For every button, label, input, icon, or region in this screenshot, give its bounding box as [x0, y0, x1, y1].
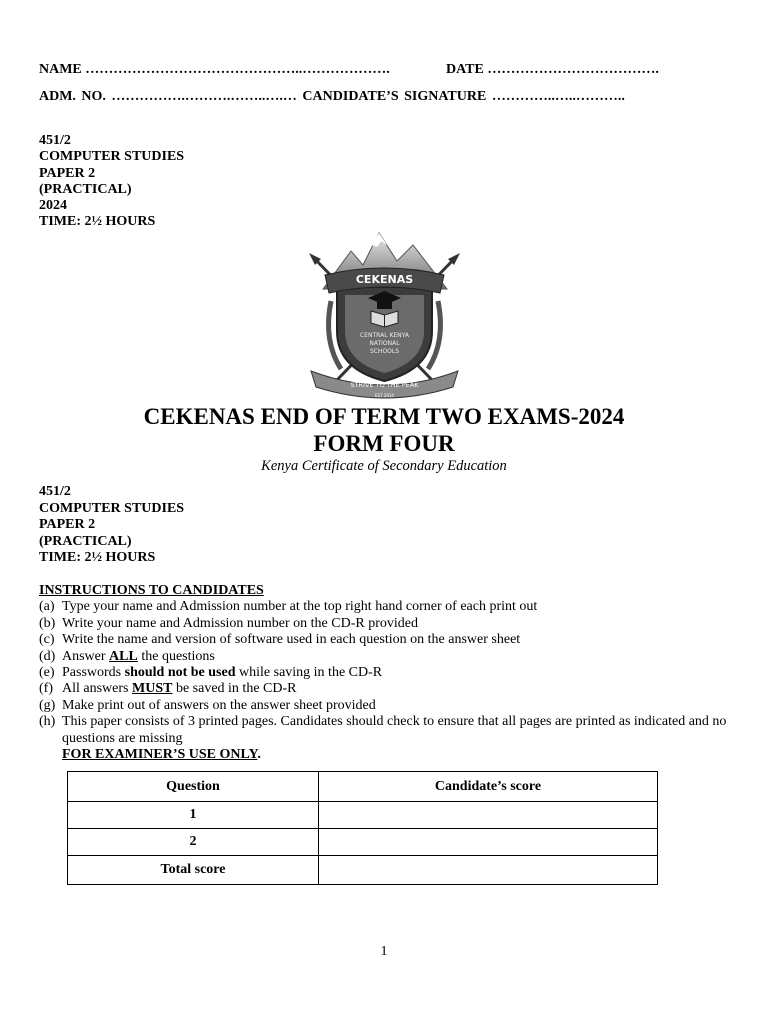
time-allowed: TIME: 2½ HOURS — [39, 214, 156, 230]
shield-text-line-3: SCHOOLS — [369, 348, 400, 355]
year: 2024 — [39, 198, 67, 214]
instruction-item — [39, 698, 729, 714]
instruction-label: (b) — [39, 615, 56, 631]
banner-text: CEKENAS — [355, 273, 414, 286]
instruction-label: (d) — [39, 648, 56, 664]
instruction-emphasis: should not be used — [124, 665, 236, 681]
instruction-label: (f) — [39, 681, 53, 697]
paper-type: (PRACTICAL) — [39, 181, 132, 197]
instruction-pre: Passwords — [62, 665, 125, 681]
crest-svg — [301, 231, 468, 401]
motto-text: STRIVE TO THE PEAK — [350, 381, 419, 389]
question-cell: 2 — [68, 829, 319, 856]
instruction-item — [39, 649, 729, 665]
exam-subtitle: Kenya Certificate of Secondary Education — [261, 458, 507, 474]
paper-number: PAPER 2 — [39, 165, 96, 181]
instruction-text: Make print out of answers on the answer sheet provided — [62, 697, 376, 713]
paper-info-block-2 — [39, 484, 184, 567]
instructions-heading: INSTRUCTIONS TO CANDIDATES — [39, 583, 264, 598]
name-field-line: NAME ………………………………………..………………. — [39, 62, 390, 77]
table-row — [68, 829, 658, 856]
examiner-use-period: . — [257, 747, 261, 763]
subject-2: COMPUTER STUDIES — [39, 500, 185, 516]
time-allowed-2: TIME: 2½ HOURS — [39, 550, 156, 566]
instructions-section — [39, 583, 729, 763]
instruction-post: while saving in the CD-R — [235, 665, 383, 681]
table-header-row — [68, 772, 658, 802]
instruction-label: (h) — [39, 714, 56, 730]
instruction-label: (g) — [39, 697, 56, 713]
examiner-score-table — [67, 771, 658, 885]
est-text: EST 2014 — [375, 393, 394, 398]
instruction-label: (c) — [39, 632, 55, 648]
instruction-text — [62, 681, 729, 697]
header-candidate-score: Candidate’s score — [319, 772, 658, 802]
instruction-pre: All answers — [62, 681, 132, 697]
adm-signature-line: ADM. NO. …………….……….……..….… CANDIDATE’S SIGNATURE …………..…..……….. — [39, 89, 625, 104]
examiner-use-text: FOR EXAMINER’S USE ONLY — [62, 747, 258, 763]
subject: COMPUTER STUDIES — [39, 149, 185, 165]
instruction-pre: Answer — [62, 648, 110, 664]
paper-number-2: PAPER 2 — [39, 517, 96, 533]
exam-title: CEKENAS END OF TERM TWO EXAMS-2024 — [143, 404, 625, 429]
question-cell: 1 — [68, 802, 319, 829]
date-field-line: DATE ………………………………. — [446, 62, 659, 77]
instruction-text: This paper consists of 3 printed pages. Candidates should check to ensure that all pages are printed as indicated and no questions are missing — [62, 714, 727, 746]
examiner-use-label — [39, 747, 729, 763]
paper-code: 451/2 — [39, 133, 71, 148]
score-cell[interactable] — [319, 802, 658, 829]
paper-type-2: (PRACTICAL) — [39, 533, 132, 549]
instruction-item — [39, 681, 729, 697]
header-question: Question — [68, 772, 319, 802]
score-cell[interactable] — [319, 829, 658, 856]
instruction-text — [62, 649, 729, 665]
instruction-emphasis: ALL — [109, 648, 138, 664]
instruction-label: (a) — [39, 599, 55, 615]
instruction-text — [62, 665, 729, 681]
form-title: FORM FOUR — [313, 431, 455, 456]
paper-info-block — [39, 133, 184, 231]
instruction-item — [39, 616, 729, 632]
table-row — [68, 802, 658, 829]
total-score-cell: Total score — [68, 856, 319, 885]
school-crest-logo — [301, 231, 468, 401]
instruction-item — [39, 665, 729, 681]
instruction-item — [39, 714, 729, 747]
instruction-item — [39, 632, 729, 648]
instruction-emphasis: MUST — [132, 681, 173, 697]
instruction-item — [39, 599, 729, 615]
instruction-post: the questions — [137, 648, 215, 664]
instruction-post: be saved in the CD-R — [172, 681, 297, 697]
shield-text-line-1: CENTRAL KENYA — [360, 332, 409, 339]
shield-text-line-2: NATIONAL — [369, 340, 400, 347]
score-cell[interactable] — [319, 856, 658, 885]
table-row — [68, 856, 658, 885]
instruction-text: Write the name and version of software used in each question on the answer sheet — [62, 632, 521, 648]
page-number: 1 — [380, 944, 388, 959]
instruction-text: Write your name and Admission number on the CD-R provided — [62, 615, 418, 631]
instruction-text: Type your name and Admission number at the top right hand corner of each print out — [62, 599, 538, 615]
instruction-label: (e) — [39, 665, 55, 681]
paper-code-2: 451/2 — [39, 484, 71, 499]
